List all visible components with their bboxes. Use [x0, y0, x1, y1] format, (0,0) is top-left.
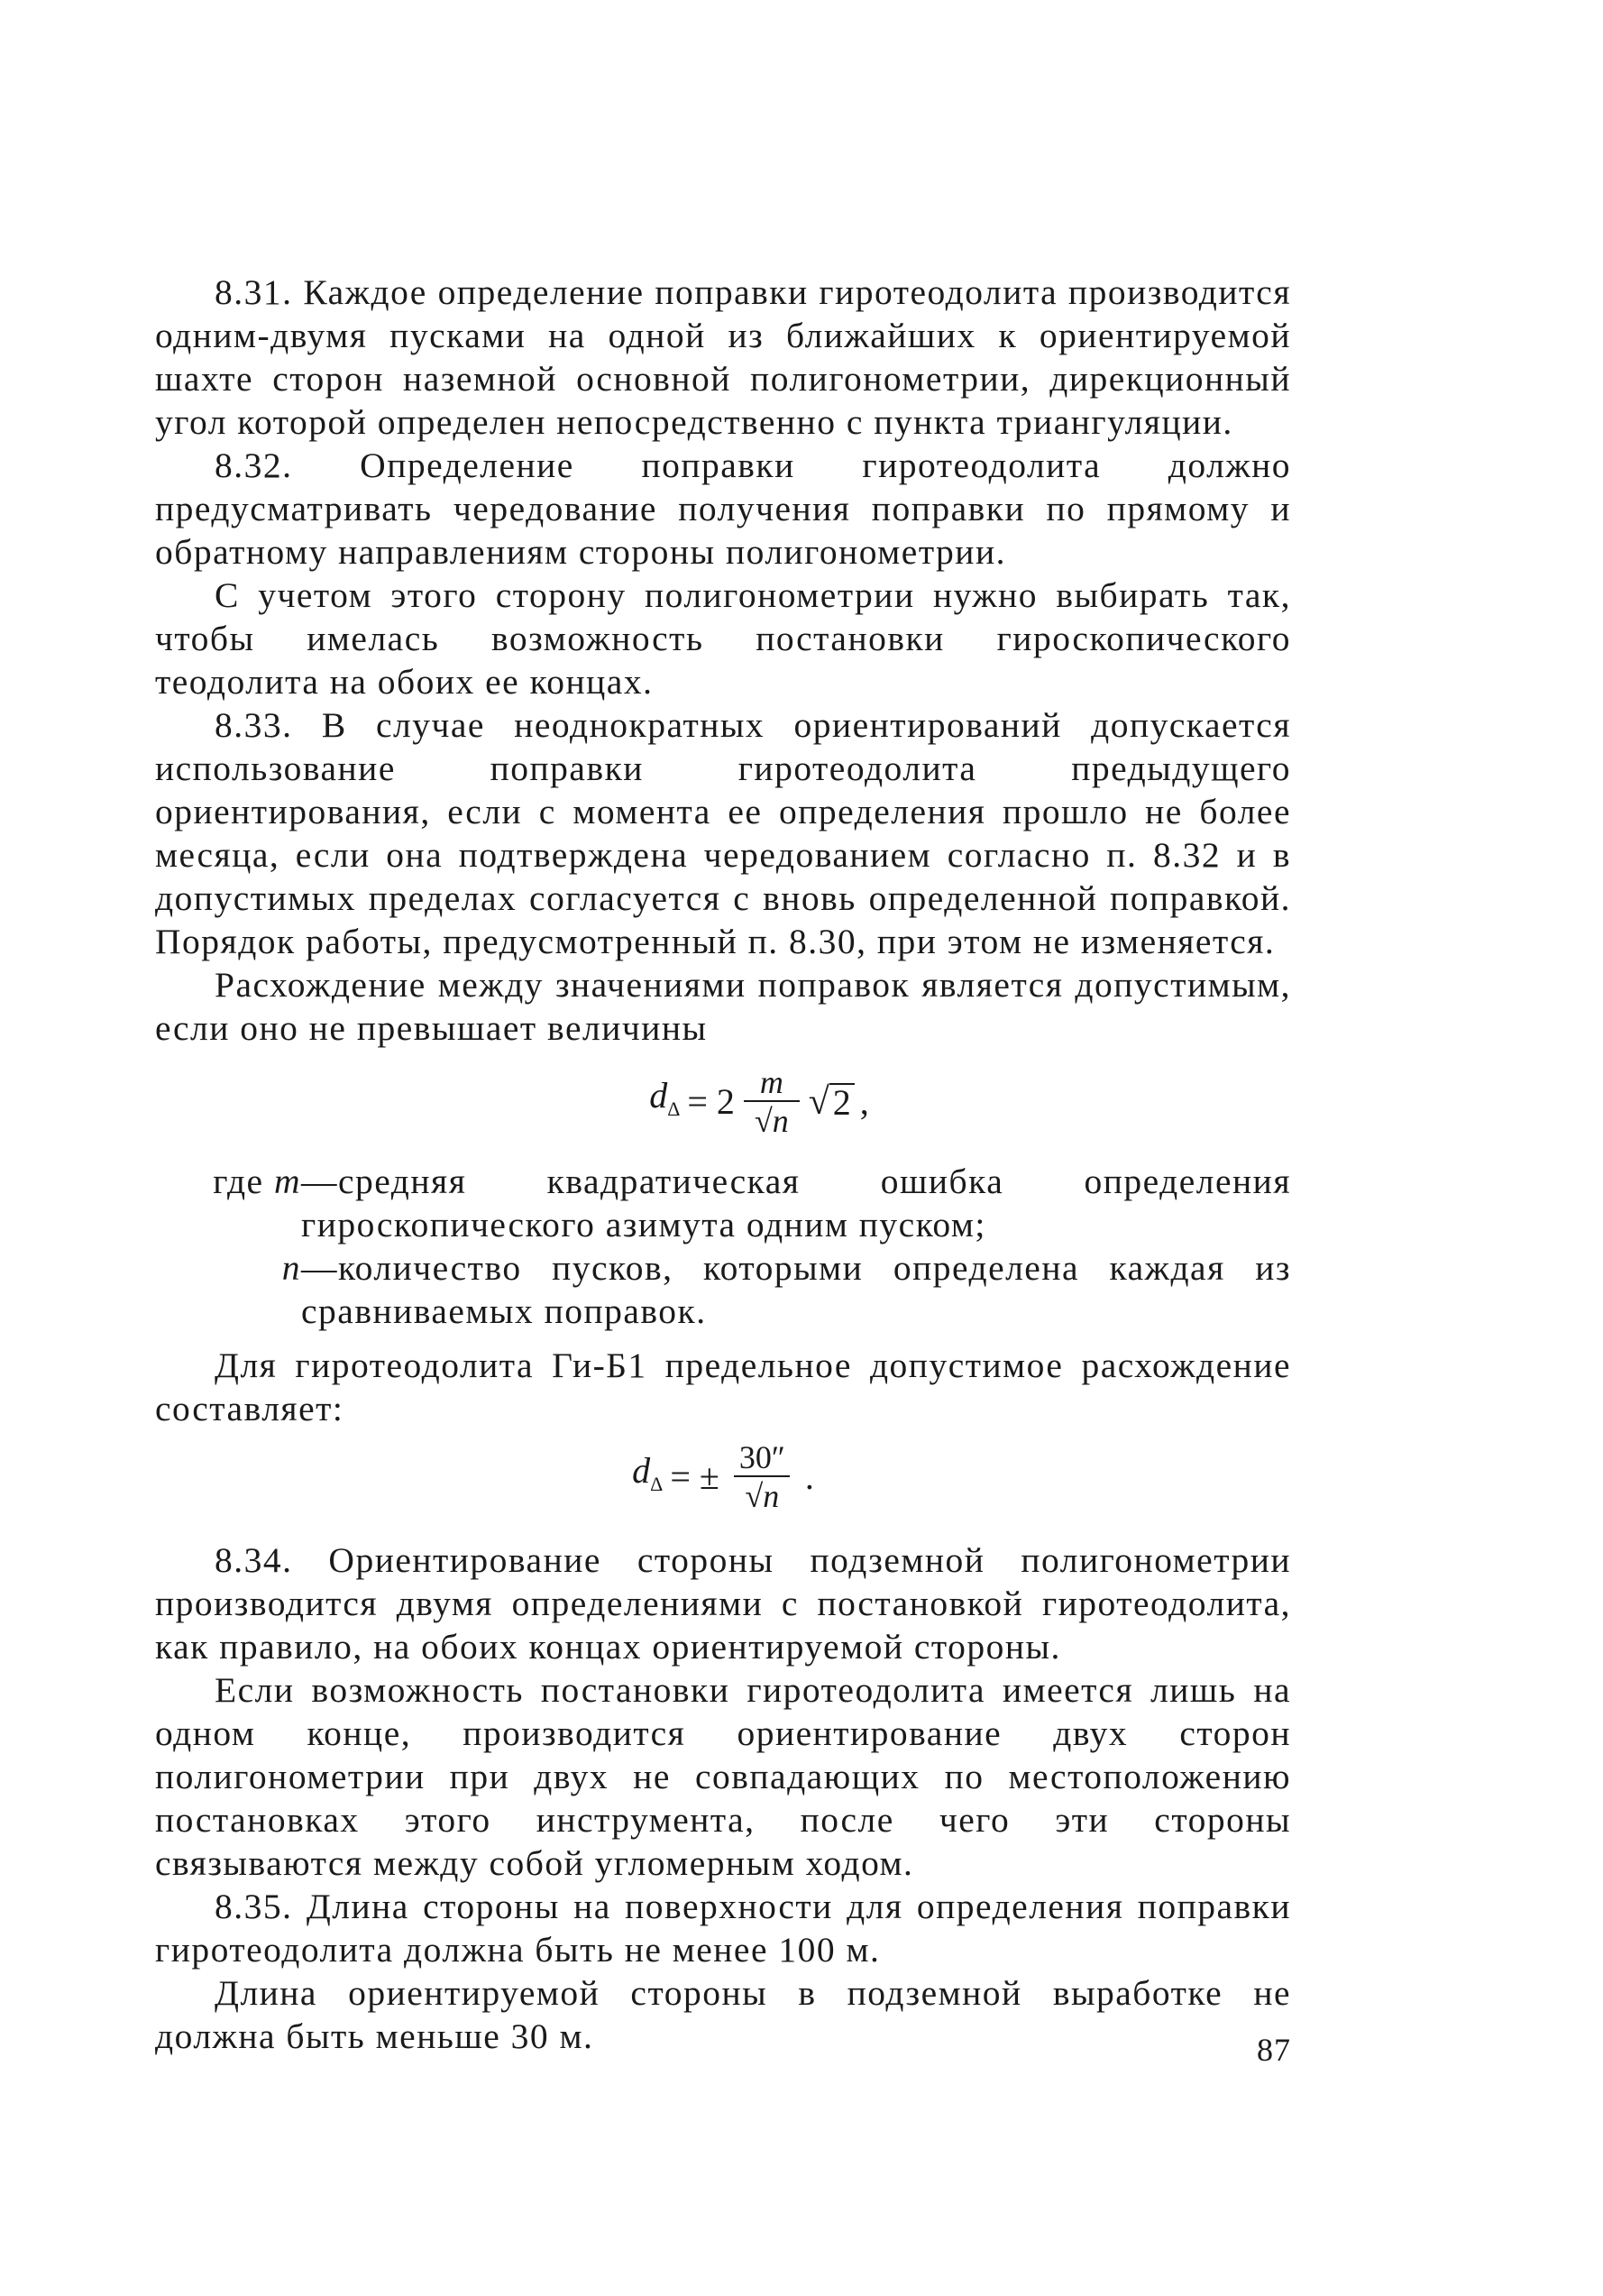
- formula-equals: = 2: [687, 1081, 735, 1122]
- paragraph-8-35-continued: Длина ориентируемой стороны в подземной выработке не должна быть меньше 30 м.: [155, 1973, 1291, 2056]
- paragraph-8-34: 8.34. Ориентирование стороны подземной полигонометрии производится двумя определениями с постановкой гиротеодолита, как правило, на обоих концах ориентируемой стороны.: [155, 1540, 1291, 1667]
- paragraph-8-35: 8.35. Длина стороны на поверхности для определения поправки гиротеодолита должна быть не менее 100 м.: [155, 1887, 1291, 1970]
- page-body: [155, 271, 1291, 2058]
- paragraph-8-34-continued: Если возможность постановки гиротеодолита имеется лишь на одном конце, производится ориентирование двух сторон полигонометрии при двух не совпадающих по местоположению постановках этого инструмента, после чего эти стороны связываются между собой угломерным ходом.: [155, 1670, 1291, 1883]
- formula-numerator: m: [759, 1064, 783, 1100]
- page-number: 87: [1257, 2032, 1291, 2068]
- formula-fraction: [744, 1064, 800, 1140]
- formula-fraction: [728, 1439, 796, 1515]
- paragraph-8-33-continued: Расхождение между значениями поправок является допустимым, если оно не превышает величины: [155, 965, 1291, 1048]
- paragraph-8-33: 8.33. В случае неоднократных ориентирований допускается использование поправки гиротеодолита предыдущего ориентирования, если с момента ее определения прошло не более месяца, если она подтверждена чередованием согласно п. 8.32 и в допустимых пределах согласуется с вновь определенной поправкой. Порядок работы, предусмотренный п. 8.30, при этом не изменяется.: [155, 705, 1291, 961]
- formula-tolerance: $d_\Delta$ = 2 $\frac{m}{√n}$ √ 2 ,: [649, 1064, 869, 1139]
- formula-lhs: $d_\Delta$: [632, 1449, 664, 1495]
- paragraph-gi-b1: Для гиротеодолита Ги-Б1 предельное допустимое расхождение составляет:: [155, 1345, 1291, 1428]
- formula-radical: √ 2: [809, 1083, 855, 1121]
- paragraph-8-32: 8.32. Определение поправки гиротеодолита должно предусматривать чередование получения поправки по прямому и обратному направлениям стороны полигонометрии.: [155, 445, 1291, 572]
- formula-denominator: √n: [734, 1475, 790, 1515]
- formula-gi-b1: $d_\Delta$ = ± $\frac{30''}{√n}$ .: [632, 1439, 814, 1514]
- paragraph-8-32-continued: С учетом этого сторону полигонометрии нужно выбирать так, чтобы имелась возможность постановки гироскопического теодолита на обоих ее концах.: [155, 575, 1291, 702]
- definition-m: где m —средняя квадратическая ошибка определения гироскопического азимута одним пуском;: [213, 1162, 1291, 1244]
- paragraph-8-31: 8.31. Каждое определение поправки гиротеодолита производится одним-двумя пусками на одной из ближайших к ориентируемой шахте сторон наземной основной полигонометрии, дирекционный угол которой определен непосредственно с пункта триангуляции.: [155, 272, 1291, 442]
- definition-n: n —количество пусков, которыми определена каждая из сравниваемых поправок.: [281, 1248, 1291, 1331]
- formula-lhs: $d_\Delta$: [649, 1074, 681, 1120]
- formula-definitions: [155, 1160, 1291, 1333]
- formula-numerator: 30″: [738, 1439, 785, 1475]
- formula-equals: = ±: [670, 1456, 719, 1497]
- formula-denominator: √n: [744, 1100, 800, 1140]
